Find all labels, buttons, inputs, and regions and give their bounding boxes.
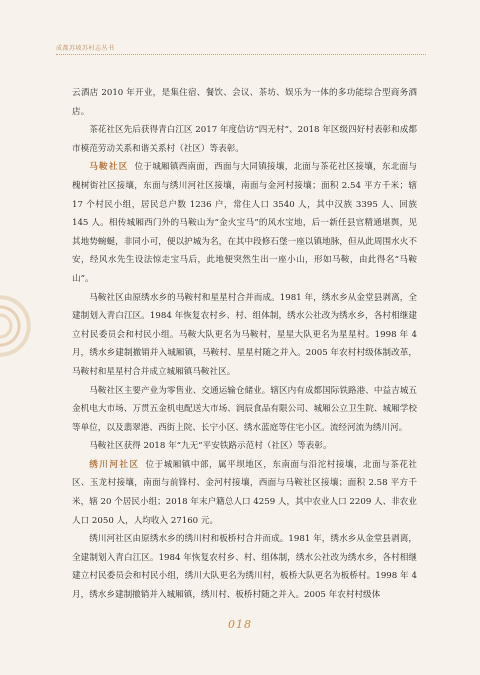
paragraph-maan-industry: 马鞍社区主要产业为零售业、交通运输仓储业。辖区内有成都国际铁路港、中益吉城五金机电大市场、万贯五金机电配送大市场、润辰食品有限公司、城厢公立卫生院、城厢学校等单位，以及翡翠港、西街上院、长宁小区、绣水蓝庭等住宅小区。流经河流为绣川河。 [72,385,417,433]
paragraph-chahua-honors: 茶花社区先后获得青白江区 2017 年度信访“四无村”、2018 年区级四好村表彰和成都市模范劳动关系和谐关系村（社区）等表彰。 [72,125,417,154]
running-header: 成都苏坡苏村志丛书 [56,45,115,52]
paragraph-maan-history: 马鞍社区由原绣水乡的马鞍村和星星村合并而成。1981 年，绣水乡从金堂县剥离，全建制划入青白江区。1984 年恢复农村乡、村、组体制，绣水公社改为绣水乡，各村相继建立村民委员会和村民小组。马鞍大队更名为马鞍村，星星大队更名为星星村。1998 年 4 月，绣水乡建制撤销并入城厢镇，马鞍村、星星村随之并入。2005 年农村村级体制改革，马鞍村和星星村合并成立城厢镇马鞍社区。 [72,292,417,377]
decorative-seal-icon [0,290,36,362]
paragraph-maan-intro: 马鞍社区 位于城厢镇西南面，西面与大同镇接壤，北面与茶花社区接壤，东北面与槐树街社区接壤，东面与绣川河社区接壤，南面与金河村接壤；面积 2.54 平方千米；辖 17 个村民小组，居民总户数 1236 户，常住人口 3540 人，其中汉族 3395 人、回族 145 人。相传城厢西门外的马鞍山为“金火宝马”的风水宝地，后一新任县官精通堪舆，见其地势蜿蜒，非同小可，便以护城为名，在其中段修石堡一座以镇地脉，但从此周围水火不安，经风水先生设法惊走宝马后，此地便突然生出一座小山，形如马鞍，由此得名“马鞍山”。 [72,162,417,284]
paragraph-hotel-continuation: 云酒店 2010 年开业，是集住宿、餐饮、会议、茶坊、娱乐为一体的多功能综合型商务酒店。 [72,88,417,117]
header-dotted-rule [56,54,426,55]
section-heading-maan: 马鞍社区 [89,162,129,173]
page-number: 018 [228,618,252,631]
paragraph-maan-honors: 马鞍社区获得 2018 年“九无”平安铁路示范村（社区）等表彰。 [89,441,332,452]
section-heading-xiuchuanhe: 绣川河社区 [89,459,140,470]
paragraph-xiuchuanhe-intro: 绣川河社区 位于城厢镇中部，属平坝地区，东南面与沿沱村接壤，北面与茶花社区、玉龙村接壤，南面与前锋村、金河村接壤，西面与马鞍社区接壤；面积 2.58 平方千米，辖 20 个居民小组；2018 年末户籍总人口 4259 人，其中农业人口 2209 人、非农业人口 2050 人，人均收入 27160 元。 [72,459,417,526]
page-body [72,84,417,605]
paragraph-xiuchuanhe-history: 绣川河社区由原绣水乡的绣川村和板桥村合并而成。1981 年，绣水乡从金堂县剥离，全建制划入青白江区。1984 年恢复农村乡、村、组体制，绣水公社改为绣水乡，各村相继建立村民委员会和村民小组，绣川大队更名为绣川村，板桥大队更名为板桥村。1998 年 4 月，绣水乡建制撤销并入城厢镇，绣川村、板桥村随之并入。2005 年农村村级体 [72,534,417,601]
